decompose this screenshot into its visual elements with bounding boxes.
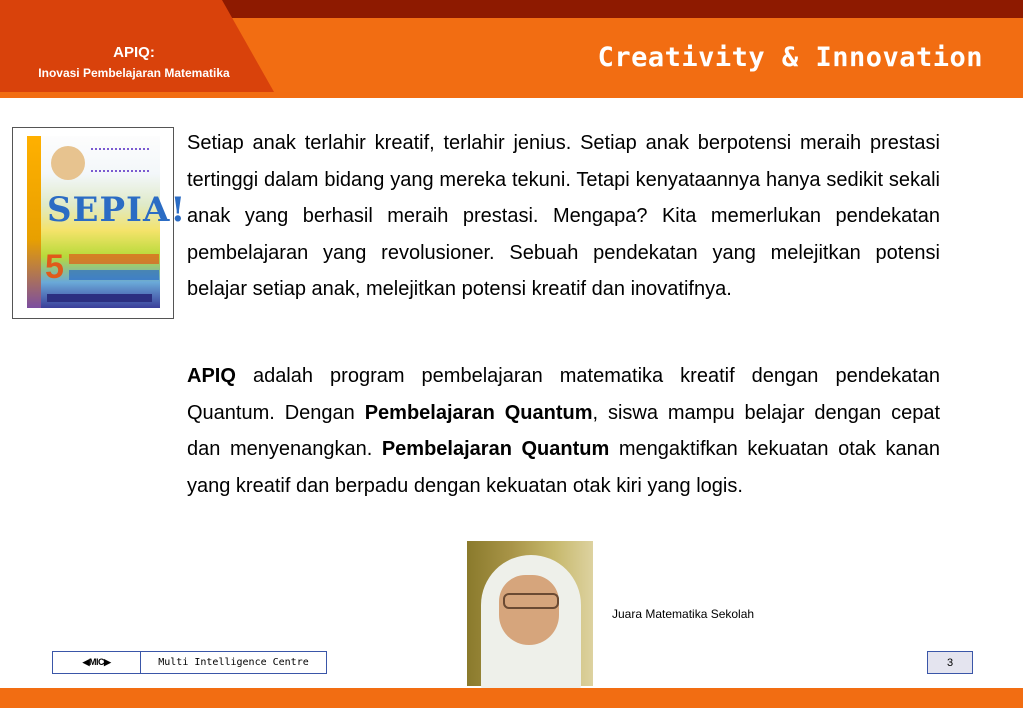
brand-subtitle: Inovasi Pembelajaran Matematika	[38, 66, 230, 80]
quantum-bold-2: Pembelajaran Quantum	[381, 438, 610, 460]
paragraph-apiq-text-1: adalah program pembelajaran matematika kreatif dengan pendekatan Quantum. Dengan	[187, 365, 940, 424]
paragraph-apiq-text-2: , siswa mampu belajar dengan cepat dan menyenangkan.	[187, 401, 941, 460]
paragraph-apiq	[187, 358, 940, 504]
brand-title: APIQ:	[113, 44, 155, 61]
photo-face	[499, 575, 559, 645]
book-cover-number: 5	[45, 248, 64, 286]
footer-bar	[0, 688, 1023, 708]
cover-band-blue	[69, 270, 159, 280]
cover-child-illustration	[51, 146, 85, 180]
book-cover-frame	[12, 127, 187, 319]
paragraph-apiq-text-3: mengaktifkan kekuatan otak kanan yang kreatif dan berpadu dengan kekuatan otak kiri yang logis.	[187, 438, 940, 497]
cover-footer-band	[47, 294, 152, 302]
cover-decoration	[91, 148, 149, 172]
footer-label-box	[52, 651, 327, 674]
photo-glasses	[503, 593, 559, 609]
footer-label: Multi Intelligence Centre	[158, 657, 309, 668]
cover-band-orange	[69, 254, 159, 264]
slide-title: Creativity & Innovation	[597, 42, 983, 73]
apiq-bold: APIQ	[187, 365, 236, 387]
photo-caption: Juara Matematika Sekolah	[612, 607, 755, 621]
book-cover-title: SEPIA!	[47, 190, 187, 230]
student-photo	[467, 541, 593, 686]
book-spine	[27, 136, 41, 308]
header-top-stripe	[222, 0, 1023, 18]
page-number: 3	[927, 651, 973, 674]
paragraph-intro: Setiap anak terlahir kreatif, terlahir jenius. Setiap anak berpotensi meraih prestasi tertinggi dalam bidang yang mereka tekuni. Tetapi kenyataannya hanya sedikit sekali anak yang berhasil meraih prestasi. Mengapa? Kita memerlukan pendekatan pembelajaran yang revolusioner. Sebuah pendekatan yang melejitkan potensi belajar setiap anak, melejitkan potensi kreatif dan inovatifnya.	[187, 132, 940, 300]
quantum-bold-1: Pembelajaran Quantum	[364, 401, 593, 424]
book-cover-image	[27, 136, 187, 308]
mic-logo-icon: ◀MIC▶	[53, 652, 141, 673]
